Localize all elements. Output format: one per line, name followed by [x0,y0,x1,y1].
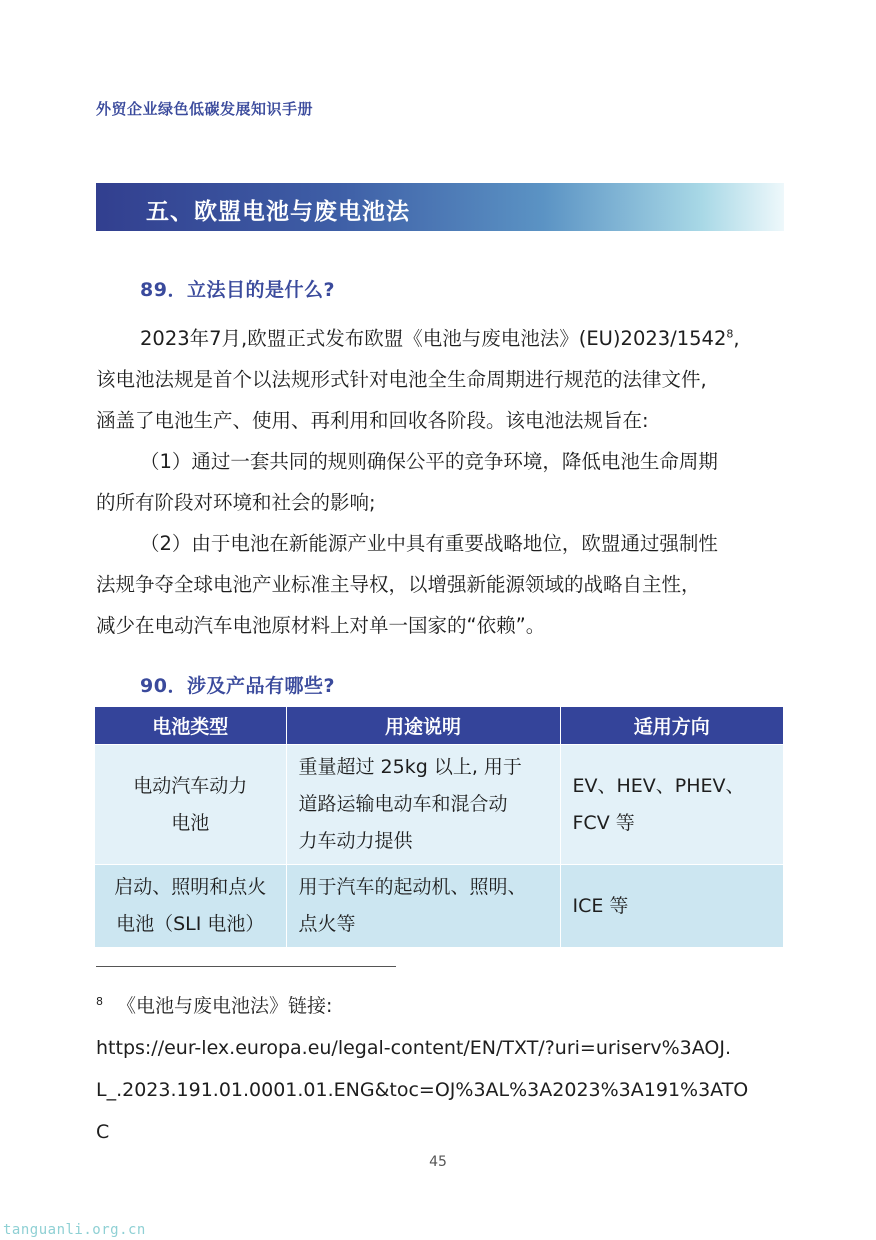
paragraph-line [96,318,786,359]
watermark: tanguanli.org.cn [3,1222,146,1238]
cell-direction [560,865,783,948]
column-header-type: 电池类型 [95,707,286,745]
table-row [95,745,783,865]
paragraph-text: , [733,327,740,350]
cell-line: 重量超过 25kg 以上, 用于 [298,756,522,778]
paragraph-text: 2023年7月,欧盟正式发布欧盟《电池与废电池法》(EU)2023/1542 [140,327,727,350]
battery-products-table [95,707,783,947]
paragraph-line: （1）通过一套共同的规则确保公平的竞争环境，降低电池生命周期 [140,450,718,473]
cell-line: 电池 [171,811,210,834]
footnote-divider [96,966,396,967]
paragraph-line: 减少在电动汽车电池原材料上对单一国家的“依赖”。 [96,614,546,637]
table-row [95,865,783,948]
section-title: 五、欧盟电池与废电池法 [146,199,410,225]
cell-line: 力车动力提供 [298,830,413,852]
column-header-direction: 适用方向 [560,707,783,745]
footnote [96,985,786,1153]
footnote-reference[interactable]: 8 [726,327,734,341]
cell-usage [286,745,560,865]
question-90-title: 90．涉及产品有哪些? [140,675,335,697]
paragraph-line: （2）由于电池在新能源产业中具有重要战略地位，欧盟通过强制性 [140,532,718,555]
question-89-title: 89．立法目的是什么? [140,279,335,301]
cell-line: 启动、照明和点火 [114,876,267,898]
paragraph-line: 涵盖了电池生产、使用、再利用和回收各阶段。该电池法规旨在: [96,409,649,432]
paragraph-point-2 [96,523,786,646]
paragraph-line: 该电池法规是首个以法规形式针对电池全生命周期进行规范的法律文件, [96,368,707,391]
table-header-row [95,707,783,745]
cell-line: 点火等 [298,913,356,935]
cell-line: 道路运输电动车和混合动 [298,793,508,815]
cell-direction [560,745,783,865]
cell-line: FCV 等 [572,811,635,834]
cell-battery-type [95,745,286,865]
column-header-usage: 用途说明 [286,707,560,745]
footnote-label-line [96,985,786,1027]
cell-line: 电池（SLI 电池） [116,913,265,935]
page-number: 45 [429,1154,447,1170]
cell-line: 用于汽车的起动机、照明、 [298,876,527,898]
cell-line: EV、HEV、PHEV、 [572,774,745,797]
cell-usage [286,865,560,948]
paragraph-line: 法规争夺全球电池产业标准主导权，以增强新能源领域的战略自主性， [96,573,701,596]
footnote-number: 8 [96,994,103,1008]
running-header: 外贸企业绿色低碳发展知识手册 [96,100,314,118]
paragraph-point-1 [96,441,786,523]
footnote-link[interactable]: https://eur-lex.europa.eu/legal-content/EN/TXT/?uri=uriserv%3AOJ. [96,1037,732,1059]
footnote-link[interactable]: L_.2023.191.01.0001.01.ENG&toc=OJ%3AL%3A2023%3A191%3ATO [96,1079,749,1101]
paragraph-line: 的所有阶段对环境和社会的影响; [96,491,376,514]
footnote-label: 《电池与废电池法》链接: [117,995,333,1017]
cell-battery-type [95,865,286,948]
footnote-link[interactable]: C [96,1121,110,1143]
cell-line: ICE 等 [572,894,629,917]
section-banner [96,183,784,231]
cell-line: 电动汽车动力 [133,774,248,797]
paragraph-intro [96,318,786,441]
